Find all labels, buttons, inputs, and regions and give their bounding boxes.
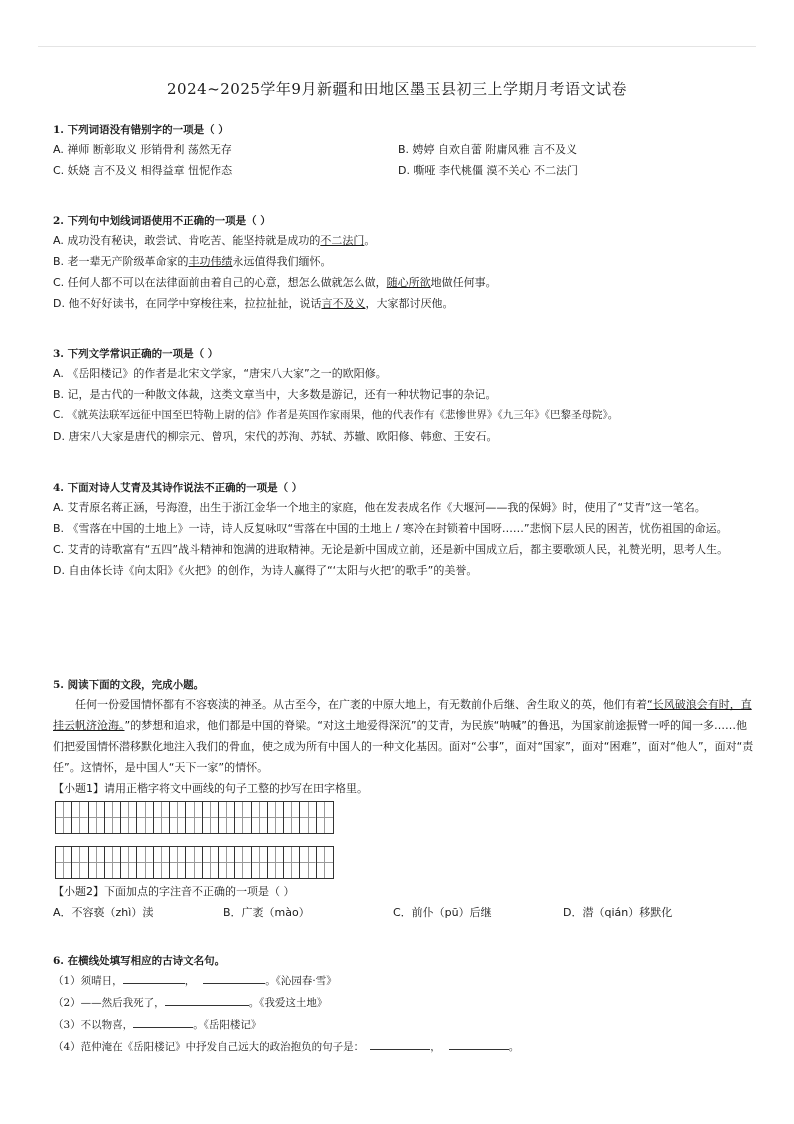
passage-text: 任何一份爱国情怀都有不容亵渎的神圣。从古至今，在广袤的中原大地上，有无数前仆后继、舍生取义的英，他们有着 <box>75 698 647 711</box>
grid-cell[interactable] <box>89 802 105 833</box>
question-2-option-c[interactable] <box>53 272 754 293</box>
underlined-sentence: “长风破浪会有时，直挂云帆济沧海。 <box>53 698 752 732</box>
subquestion-2-option-d[interactable]: D．潜（qián）移默化 <box>563 906 673 919</box>
line-text: （1）须晴日， <box>53 975 123 987</box>
option-text: ，大家都讨厌他。 <box>365 297 454 310</box>
grid-cell[interactable] <box>186 802 202 833</box>
grid-cell[interactable] <box>268 847 284 878</box>
option-text: 。 <box>364 234 376 247</box>
option-text: A. 成功没有秘诀，敢尝试、肯吃苦、能坚持就是成功的 <box>53 234 321 247</box>
grid-cell[interactable] <box>105 847 121 878</box>
line-text: （3）不以物喜， <box>53 1019 134 1031</box>
answer-blank[interactable] <box>370 1036 430 1050</box>
question-1-option-c[interactable]: C. 妖娆 言不及义 相得益章 忸怩作态 <box>53 164 233 177</box>
question-4 <box>53 479 754 581</box>
grid-cell[interactable] <box>137 802 153 833</box>
grid-cell[interactable] <box>72 847 88 878</box>
line-text: ， <box>430 1041 441 1053</box>
question-2-stem: 2. 下列句中划线词语使用不正确的一项是（ ） <box>53 215 271 227</box>
answer-blank[interactable] <box>165 992 249 1006</box>
tianzige-grid-row-2[interactable] <box>55 846 334 879</box>
question-3-stem: 3. 下列文学常识正确的一项是（ ） <box>53 348 219 360</box>
line-text: （4）范仲淹在《岳阳楼记》中抒发自己远大的政治抱负的句子是： <box>53 1041 365 1053</box>
subquestion-2-option-c[interactable]: C．前仆（pū）后继 <box>393 906 492 919</box>
option-text: D. 他不好好读书，在同学中穿梭往来，拉拉扯扯，说话 <box>53 297 322 310</box>
question-5-stem: 5. 阅读下面的文段，完成小题。 <box>53 679 205 691</box>
question-5 <box>53 676 754 923</box>
grid-cell[interactable] <box>317 802 333 833</box>
reading-passage <box>53 694 754 778</box>
passage-text: ”的梦想和追求，他们都是中国的脊梁。“对这土地爱得深沉”的艾青，为民族“呐喊”的鲁迅，为国家前途振臂一呼的闻一多……他们把爱国情怀潜移默化地注入我们的骨血，使之成为所有中国人的一种文化基因。面对“公事”，面对“国家”，面对“困难”，面对“他人”，面对“责任”。这情怀，是中国人“天下一家”的情怀。 <box>53 719 754 774</box>
grid-cell[interactable] <box>235 802 251 833</box>
grid-cell[interactable] <box>56 847 72 878</box>
grid-cell[interactable] <box>203 847 219 878</box>
subquestion-1: 【小题1】请用正楷字将文中画线的句子工整的抄写在田字格里。 <box>53 782 368 795</box>
line-text: 。 <box>508 1041 520 1053</box>
grid-cell[interactable] <box>203 802 219 833</box>
question-3-option-c[interactable]: C. 《就英法联军远征中国至巴特勒上尉的信》作者是英国作家雨果，他的代表作有《悲惨世界》《九三年》《巴黎圣母院》。 <box>53 409 619 421</box>
grid-cell[interactable] <box>121 847 137 878</box>
question-4-option-d[interactable]: D. 自由体长诗《向太阳》《火把》的创作，为诗人赢得了“‘太阳与火把’的歌手”的美誉。 <box>53 564 478 577</box>
grid-cell[interactable] <box>219 847 235 878</box>
grid-cell[interactable] <box>284 847 300 878</box>
grid-cell[interactable] <box>268 802 284 833</box>
question-6 <box>53 952 754 1058</box>
grid-cell[interactable] <box>317 847 333 878</box>
question-3-option-b[interactable]: B. 记，是古代的一种散文体裁，这类文章当中，大多数是游记，还有一种状物记事的杂记。 <box>53 388 497 401</box>
question-4-stem: 4. 下面对诗人艾青及其诗作说法不正确的一项是（ ） <box>53 482 303 494</box>
grid-cell[interactable] <box>170 847 186 878</box>
underlined-phrase: 随心所欲 <box>386 276 431 289</box>
tianzige-grid-row-1[interactable] <box>55 801 334 834</box>
grid-cell[interactable] <box>56 802 72 833</box>
grid-cell[interactable] <box>137 847 153 878</box>
question-1-option-b[interactable]: B. 娉婷 自欢自蕾 附庸风雅 言不及义 <box>398 143 578 156</box>
subquestion-2-option-b[interactable]: B．广袤（mào） <box>223 906 310 919</box>
question-3-option-a[interactable]: A. 《岳阳楼记》的作者是北宋文学家，“唐宋八大家”之一的欧阳修。 <box>53 367 387 380</box>
page-title: 2024~2025学年9月新疆和田地区墨玉县初三上学期月考语文试卷 <box>167 80 627 98</box>
question-1 <box>53 121 754 181</box>
question-3-option-d[interactable]: D. 唐宋八大家是唐代的柳宗元、曾巩，宋代的苏洵、苏轼、苏辙、欧阳修、韩愈、王安石。 <box>53 430 498 443</box>
option-text: C. 任何人都不可以在法律面前由着自己的心意，想怎么做就怎么做， <box>53 276 387 289</box>
line-text: 。《我爱这土地》 <box>248 997 328 1009</box>
answer-blank[interactable] <box>123 970 185 984</box>
underlined-phrase: 言不及义 <box>321 297 366 310</box>
header-rule <box>38 46 756 47</box>
question-1-option-a[interactable]: A. 禅师 断彰取义 形销骨利 荡然无存 <box>53 143 232 156</box>
option-text: 地做任何事。 <box>430 276 497 289</box>
question-4-option-b[interactable]: B. 《雪落在中国的土地上》一诗，诗人反复咏叹“雪落在中国的土地上 / 寒冷在封锁着中国呀……”悲悯下层人民的困苦，忧伤祖国的命运。 <box>53 522 728 535</box>
question-3 <box>53 345 754 447</box>
subquestion-2: 【小题2】下面加点的字注音不正确的一项是（ ） <box>53 885 295 898</box>
question-1-option-d[interactable]: D. 嘶哑 李代桃僵 漠不关心 不二法门 <box>398 164 578 177</box>
option-text: B. 老一辈无产阶级革命家的 <box>53 255 189 268</box>
grid-cell[interactable] <box>300 802 316 833</box>
grid-cell[interactable] <box>72 802 88 833</box>
question-4-option-a[interactable]: A. 艾青原名蒋正涵，号海澄，出生于浙江金华一个地主的家庭，他在发表成名作《大堰河——我的保姆》时，使用了“艾青”这一笔名。 <box>53 501 706 514</box>
fill-line-2 <box>53 992 754 1014</box>
line-text: 。《岳阳楼记》 <box>193 1019 262 1031</box>
question-6-stem: 6. 在横线处填写相应的古诗文名句。 <box>53 955 226 967</box>
answer-blank[interactable] <box>449 1036 509 1050</box>
subquestion-2-options <box>53 902 754 923</box>
grid-cell[interactable] <box>300 847 316 878</box>
grid-cell[interactable] <box>186 847 202 878</box>
question-1-stem: 1. 下列词语没有错别字的一项是（ ） <box>53 124 229 136</box>
grid-cell[interactable] <box>170 802 186 833</box>
grid-cell[interactable] <box>219 802 235 833</box>
grid-cell[interactable] <box>154 847 170 878</box>
grid-cell[interactable] <box>235 847 251 878</box>
underlined-phrase: 丰功伟绩 <box>188 255 233 268</box>
answer-blank[interactable] <box>133 1014 193 1028</box>
grid-cell[interactable] <box>154 802 170 833</box>
grid-cell[interactable] <box>252 802 268 833</box>
question-2-option-d[interactable] <box>53 293 754 314</box>
grid-cell[interactable] <box>252 847 268 878</box>
question-4-option-c[interactable]: C. 艾青的诗歌富有“五四”战斗精神和饱满的进取精神。无论是新中国成立前，还是新中国成立后，都主要歌颂人民，礼赞光明，思考人生。 <box>53 543 729 556</box>
fill-line-3 <box>53 1014 754 1036</box>
subquestion-2-option-a[interactable]: A．不容亵（zhì）渎 <box>53 906 154 919</box>
grid-cell[interactable] <box>284 802 300 833</box>
line-text: （2）——然后我死了， <box>53 997 165 1009</box>
option-text: 永远值得我们缅怀。 <box>232 255 332 268</box>
fill-line-4 <box>53 1036 754 1058</box>
answer-blank[interactable] <box>203 970 265 984</box>
grid-cell[interactable] <box>105 802 121 833</box>
grid-cell[interactable] <box>89 847 105 878</box>
fill-line-1 <box>53 970 754 992</box>
line-text: 。《沁园春·雪》 <box>265 975 337 987</box>
line-text: ， <box>184 975 196 987</box>
question-2-option-b[interactable] <box>53 251 754 272</box>
question-2-option-a[interactable] <box>53 230 754 251</box>
question-2 <box>53 212 754 314</box>
underlined-phrase: 不二法门 <box>320 234 365 247</box>
grid-cell[interactable] <box>121 802 137 833</box>
